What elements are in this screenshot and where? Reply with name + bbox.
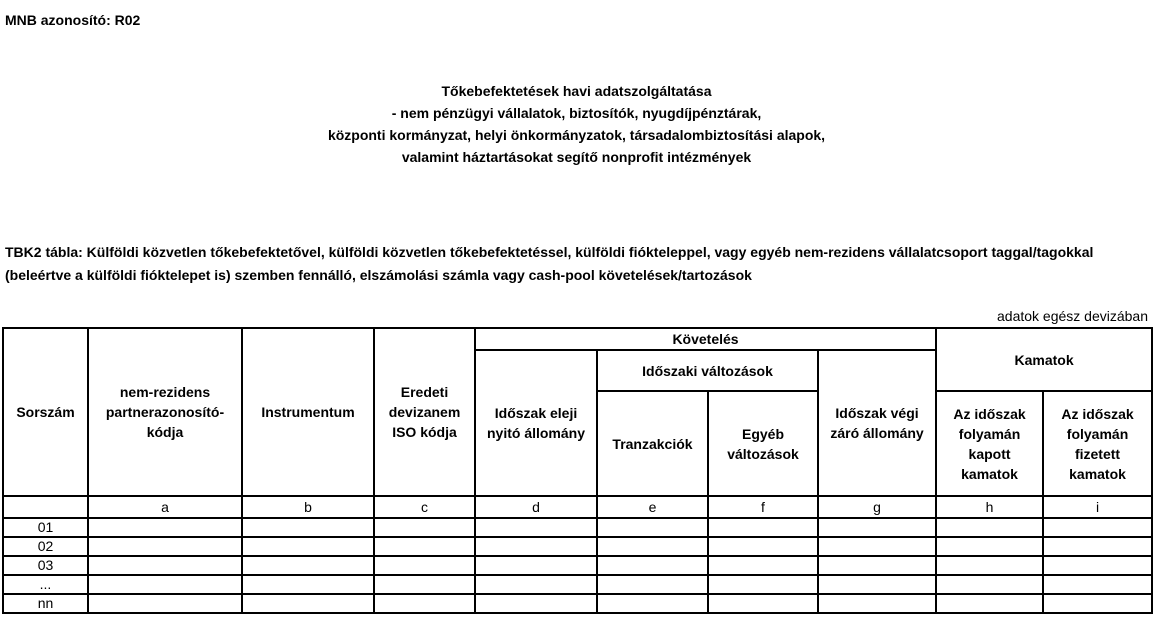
table-cell — [708, 556, 818, 575]
table-cell — [475, 594, 597, 613]
document-title — [0, 80, 1153, 168]
table-cell — [597, 556, 708, 575]
table-cell — [88, 518, 242, 537]
header-closing-stock: Időszak végi záró állomány — [818, 350, 936, 496]
header-transactions: Tranzakciók — [597, 391, 708, 496]
column-letter: g — [818, 496, 936, 518]
title-line-1: Tőkebefektetések havi adatszolgáltatása — [441, 83, 712, 99]
table-cell — [1043, 594, 1152, 613]
table-caption: TBK2 tábla: Külföldi közvetlen tőkebefektetővel, külföldi közvetlen tőkebefektetéssel, külföldi fiókteleppel, vagy egyéb nem-rezidens vállalatcsoport taggal/tagokkal (beleértve a külföldi fióktelepet is) szemben fennálló, elszámolási számla vagy cash-pool követelések/tartozások — [5, 244, 1094, 283]
table-cell — [936, 575, 1043, 594]
table-cell — [88, 575, 242, 594]
row-label: 03 — [3, 556, 88, 575]
row-label: 01 — [3, 518, 88, 537]
table-cell — [597, 594, 708, 613]
table-cell — [475, 556, 597, 575]
table-cell — [1043, 556, 1152, 575]
table-cell — [597, 537, 708, 556]
header-group-koveteles: Követelés — [475, 328, 936, 350]
header-group-idoszaki: Időszaki változások — [597, 350, 818, 391]
table-cell — [708, 537, 818, 556]
table-cell — [936, 537, 1043, 556]
title-line-2: - nem pénzügyi vállalatok, biztosítók, nyugdíjpénztárak, — [391, 105, 762, 121]
column-letter: c — [374, 496, 475, 518]
title-line-3: központi kormányzat, helyi önkormányzatok, társadalombiztosítási alapok, — [327, 127, 826, 143]
table-cell — [475, 518, 597, 537]
table-cell — [374, 518, 475, 537]
table-cell — [818, 518, 936, 537]
column-letter: e — [597, 496, 708, 518]
column-letter: a — [88, 496, 242, 518]
table-cell — [708, 594, 818, 613]
column-letter — [3, 496, 88, 518]
table-cell — [475, 575, 597, 594]
table-cell — [88, 556, 242, 575]
table-cell — [597, 575, 708, 594]
column-letter: d — [475, 496, 597, 518]
table-cell — [1043, 575, 1152, 594]
row-label: nn — [3, 594, 88, 613]
table-row — [3, 537, 1152, 556]
table-cell — [475, 537, 597, 556]
header-opening-stock: Időszak eleji nyitó állomány — [475, 350, 597, 496]
table-cell — [374, 575, 475, 594]
column-letter-row — [3, 496, 1152, 518]
table-cell — [708, 518, 818, 537]
row-label: 02 — [3, 537, 88, 556]
table-row — [3, 575, 1152, 594]
table-cell — [818, 556, 936, 575]
table-cell — [374, 537, 475, 556]
table-cell — [1043, 537, 1152, 556]
table-row — [3, 556, 1152, 575]
header-partner-code: nem-rezidens partnerazonosító-kódja — [88, 328, 242, 496]
column-letter: b — [242, 496, 374, 518]
table-cell — [242, 518, 374, 537]
table-cell — [818, 537, 936, 556]
table-cell — [818, 594, 936, 613]
table-cell — [597, 518, 708, 537]
table-cell — [242, 556, 374, 575]
header-other-changes: Egyéb változások — [708, 391, 818, 496]
data-table — [2, 327, 1153, 614]
table-cell — [818, 575, 936, 594]
unit-note: adatok egész devizában — [997, 308, 1148, 324]
table-row — [3, 518, 1152, 537]
header-interest-received: Az időszak folyamán kapott kamatok — [936, 391, 1043, 496]
header-sorszam: Sorszám — [3, 328, 88, 496]
header-instrument: Instrumentum — [242, 328, 374, 496]
column-letter: i — [1043, 496, 1152, 518]
header-interest-paid: Az időszak folyamán fizetett kamatok — [1043, 391, 1152, 496]
table-cell — [88, 537, 242, 556]
header-group-kamatok: Kamatok — [936, 328, 1152, 391]
mnb-identifier: MNB azonosító: R02 — [5, 12, 141, 28]
table-cell — [242, 594, 374, 613]
column-letter: h — [936, 496, 1043, 518]
table-cell — [1043, 518, 1152, 537]
table-row — [3, 594, 1152, 613]
header-currency-iso: Eredeti devizanem ISO kódja — [374, 328, 475, 496]
header-row-1 — [3, 328, 1152, 350]
table-cell — [936, 518, 1043, 537]
title-line-4: valamint háztartásokat segítő nonprofit intézmények — [401, 149, 752, 165]
table-cell — [242, 575, 374, 594]
table-cell — [88, 594, 242, 613]
table-cell — [936, 556, 1043, 575]
table-cell — [708, 575, 818, 594]
row-label: ... — [3, 575, 88, 594]
table-cell — [374, 594, 475, 613]
column-letter: f — [708, 496, 818, 518]
table-cell — [374, 556, 475, 575]
table-cell — [242, 537, 374, 556]
table-cell — [936, 594, 1043, 613]
